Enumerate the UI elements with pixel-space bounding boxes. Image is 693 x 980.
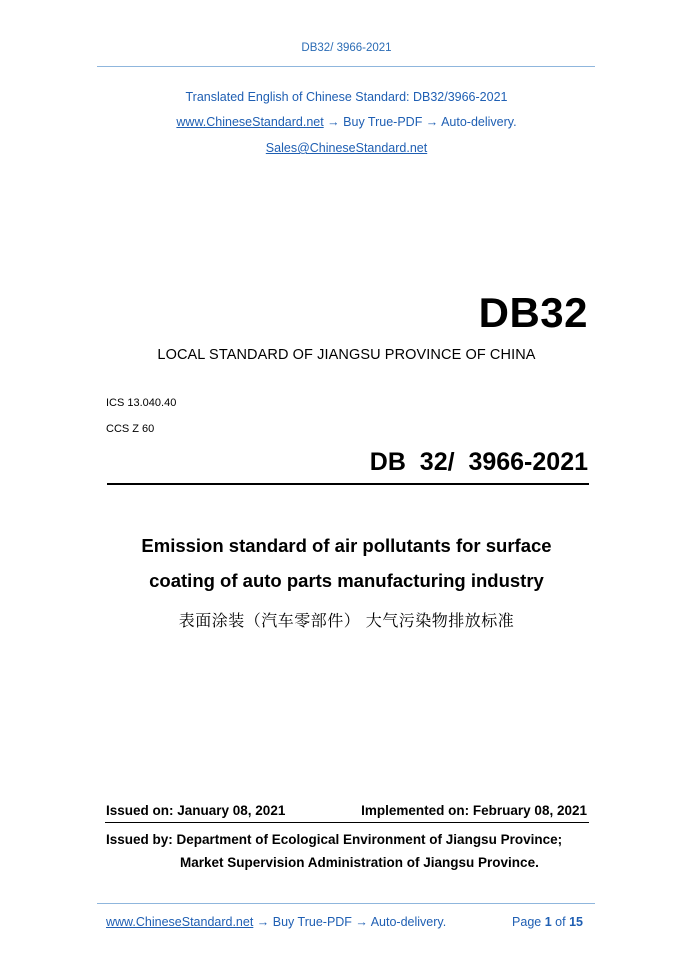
issued-by-line2: Market Supervision Administration of Jiangsu Province.	[180, 855, 539, 870]
document-title-chinese: 表面涂装（汽车零部件） 大气污染物排放标准	[178, 611, 515, 630]
standard-logo: DB32	[478, 289, 588, 336]
sales-email-link[interactable]: Sales@ChineseStandard.net	[265, 141, 428, 155]
footer-website-link[interactable]: www.ChineseStandard.net	[106, 915, 254, 929]
translation-notice: Translated English of Chinese Standard: DB32/3966-2021	[185, 90, 508, 104]
date-divider	[105, 822, 589, 823]
promo-email-line	[0, 141, 693, 155]
of-word: of	[555, 915, 566, 929]
footer-promo	[106, 915, 446, 929]
standard-number: DB 32/ 3966-2021	[369, 448, 588, 476]
issued-by-line1: Issued by: Department of Ecological Environment of Jiangsu Province;	[106, 832, 563, 847]
title-divider	[107, 483, 589, 485]
promo-buy-line	[0, 115, 693, 129]
page-current: 1	[544, 915, 552, 929]
buy-text: → Buy True-PDF → Auto-delivery.	[323, 115, 517, 129]
local-standard-label: LOCAL STANDARD OF JIANGSU PROVINCE OF CHINA	[157, 347, 536, 363]
issued-on-date: Issued on: January 08, 2021	[106, 803, 286, 818]
page-indicator	[512, 915, 583, 929]
footer-buy-text: → Buy True-PDF → Auto-delivery.	[253, 915, 447, 929]
document-title-line1: Emission standard of air pollutants for surface	[141, 535, 552, 556]
ics-code: ICS 13.040.40	[106, 397, 177, 409]
header-divider	[97, 66, 595, 67]
footer-divider	[97, 903, 595, 904]
website-link[interactable]: www.ChineseStandard.net	[176, 115, 324, 129]
page-word: Page	[512, 915, 542, 929]
ccs-code: CCS Z 60	[106, 423, 155, 435]
document-title-line2: coating of auto parts manufacturing industry	[149, 570, 544, 591]
implemented-on-date: Implemented on: February 08, 2021	[361, 803, 587, 818]
page-total: 15	[569, 915, 583, 929]
running-header: DB32/ 3966-2021	[301, 42, 392, 54]
